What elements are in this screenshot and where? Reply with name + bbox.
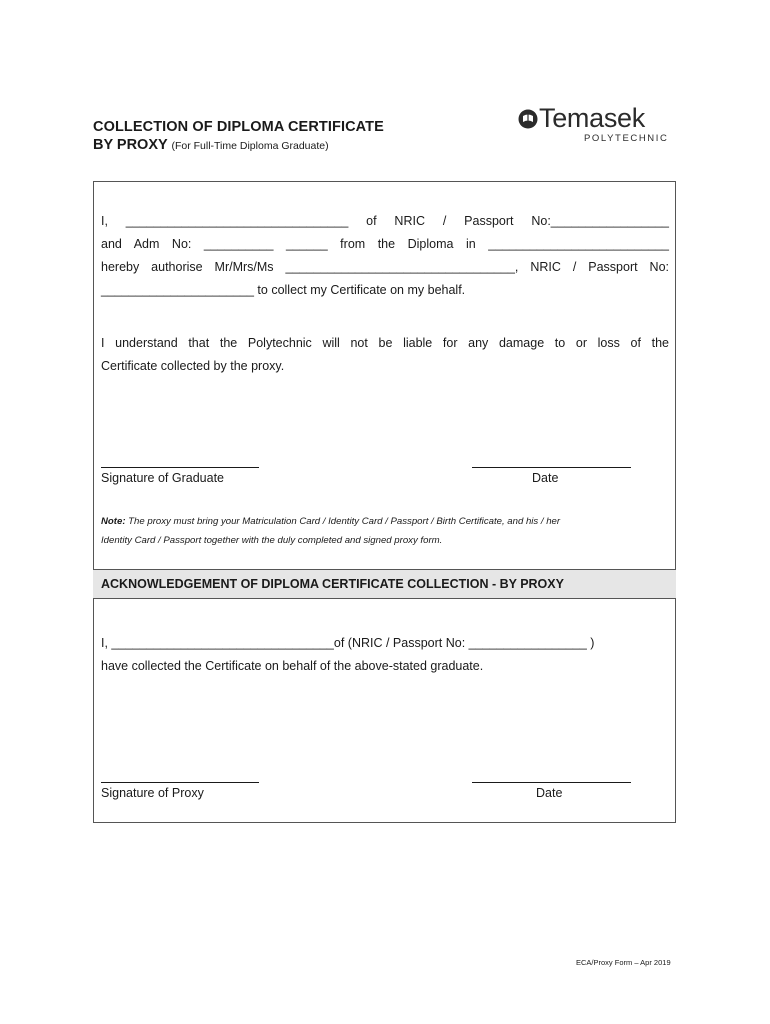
graduate-signature-line[interactable] bbox=[101, 467, 259, 468]
applicant-line-4[interactable] bbox=[101, 282, 669, 298]
logo-subtitle: POLYTECHNIC bbox=[584, 133, 669, 144]
proxy-signature-label: Signature of Proxy bbox=[101, 786, 204, 800]
note-line-2: Identity Card / Passport together with the duly completed and signed proxy form. bbox=[101, 535, 443, 546]
temasek-emblem-icon bbox=[518, 109, 538, 129]
subtitle-main: BY PROXY bbox=[93, 137, 168, 153]
note-line-1 bbox=[101, 516, 669, 528]
temasek-logo bbox=[518, 104, 668, 146]
graduate-signature-label: Signature of Graduate bbox=[101, 471, 224, 485]
proxy-signature-line[interactable] bbox=[101, 782, 259, 783]
proxy-id-blank[interactable]: ______________________ bbox=[101, 283, 254, 297]
note-label: Note: bbox=[101, 516, 126, 527]
ack-line-2: have collected the Certificate on behalf of the above-stated graduate. bbox=[101, 659, 484, 673]
form-reference: ECA/Proxy Form – Apr 2019 bbox=[576, 958, 671, 967]
proxy-date-label: Date bbox=[536, 786, 563, 800]
applicant-line-1[interactable]: I, ________________________________ of NRIC / Passport No:_________________ bbox=[101, 214, 669, 228]
logo-name: Temasek bbox=[539, 103, 645, 133]
proxy-date-line[interactable] bbox=[472, 782, 631, 783]
acknowledgement-header bbox=[93, 569, 676, 599]
applicant-line-3[interactable]: hereby authorise Mr/Mrs/Ms _________________________________, NRIC / Passport No: bbox=[101, 260, 669, 274]
liability-line-2: Certificate collected by the proxy. bbox=[101, 359, 285, 373]
ack-line-1[interactable]: I, ________________________________of (NRIC / Passport No: _________________ ) bbox=[101, 636, 595, 650]
liability-line-1: I understand that the Polytechnic will not be liable for any damage to or loss of the bbox=[101, 336, 669, 350]
acknowledgement-title: ACKNOWLEDGEMENT OF DIPLOMA CERTIFICATE COLLECTION - BY PROXY bbox=[101, 577, 564, 591]
note-text-1: The proxy must bring your Matriculation Card / Identity Card / Passport / Birth Certificate, and his / her bbox=[125, 516, 561, 527]
graduate-date-label: Date bbox=[532, 471, 559, 485]
subtitle-note: (For Full-Time Diploma Graduate) bbox=[171, 140, 329, 152]
form-title: COLLECTION OF DIPLOMA CERTIFICATE bbox=[93, 119, 384, 135]
proxy-form-box bbox=[93, 181, 676, 823]
collect-text: to collect my Certificate on my behalf. bbox=[253, 283, 466, 297]
applicant-line-2[interactable]: and Adm No: __________ ______ from the Diploma in __________________________ bbox=[101, 237, 669, 251]
graduate-date-line[interactable] bbox=[472, 467, 631, 468]
form-subtitle bbox=[93, 137, 329, 155]
